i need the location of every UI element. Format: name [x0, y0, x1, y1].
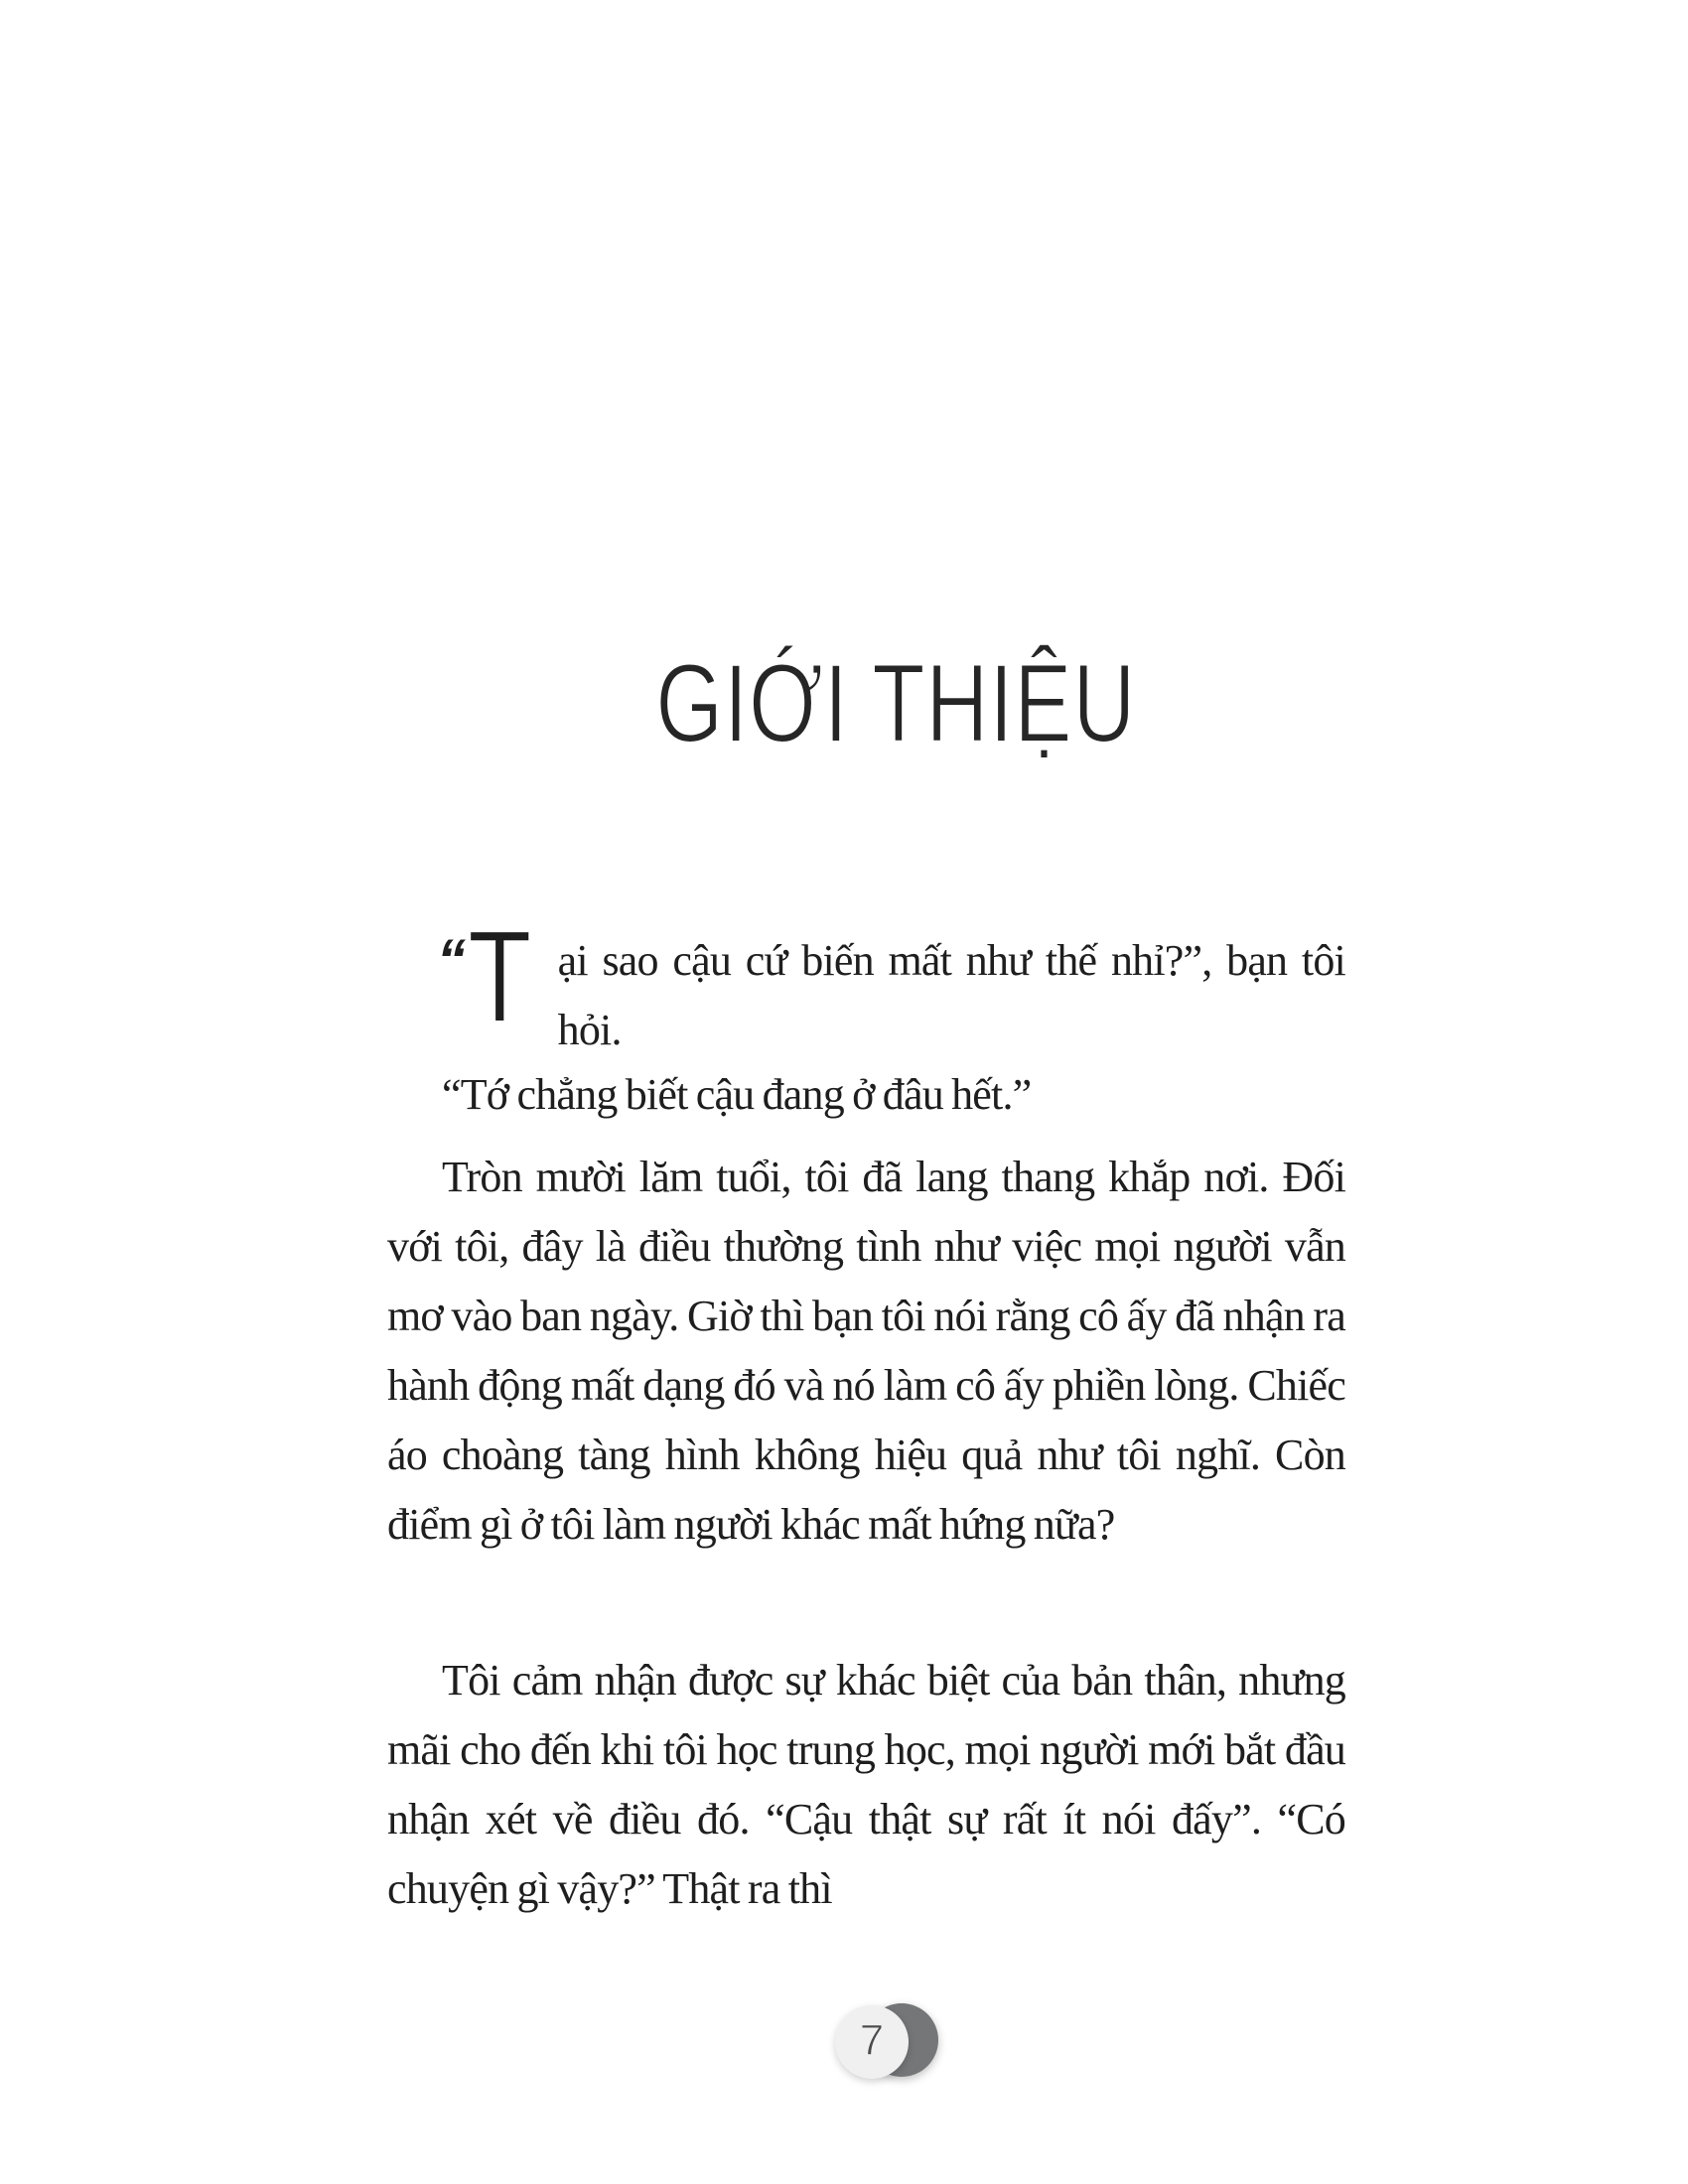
paragraph-dialogue: “Tớ chẳng biết cậu đang ở đâu hết.” — [442, 1070, 1032, 1119]
chapter-title — [417, 642, 1375, 764]
drop-cap-letter: T — [468, 903, 532, 1049]
paragraph-body-2: Tôi cảm nhận được sự khác biệt của bản thân, nhưng mãi cho đến khi tôi học trung học, mọi người mới bắt đầu nhận xét về điều đó. “Cậu thật sự rất ít nói đấy”. “Có chuyện gì vậy?” Thật ra thì — [387, 1656, 1345, 1913]
page-number-badge — [835, 2003, 938, 2081]
paragraph-body-1: Tròn mười lăm tuổi, tôi đã lang thang khắp nơi. Đối với tôi, đây là điều thường tình như việc mọi người vẫn mơ vào ban ngày. Giờ thì bạn tôi nói rằng cô ấy đã nhận ra hành động mất dạng đó và nó làm cô ấy phiền lòng. Chiếc áo choàng tàng hình không hiệu quả như tôi nghĩ. Còn điểm gì ở tôi làm người khác mất hứng nữa? — [387, 1153, 1345, 1549]
paragraph-opening-text: ại sao cậu cứ biến mất như thế nhỉ?”, bạn tôi hỏi. — [557, 936, 1345, 1054]
drop-cap-group — [437, 903, 548, 1065]
opening-quote-mark: “ — [437, 928, 466, 993]
chapter-title-text: GIỚI THIỆU — [655, 641, 1137, 766]
paragraph-opening — [387, 903, 1345, 1065]
page-number: 7 — [859, 2016, 885, 2065]
